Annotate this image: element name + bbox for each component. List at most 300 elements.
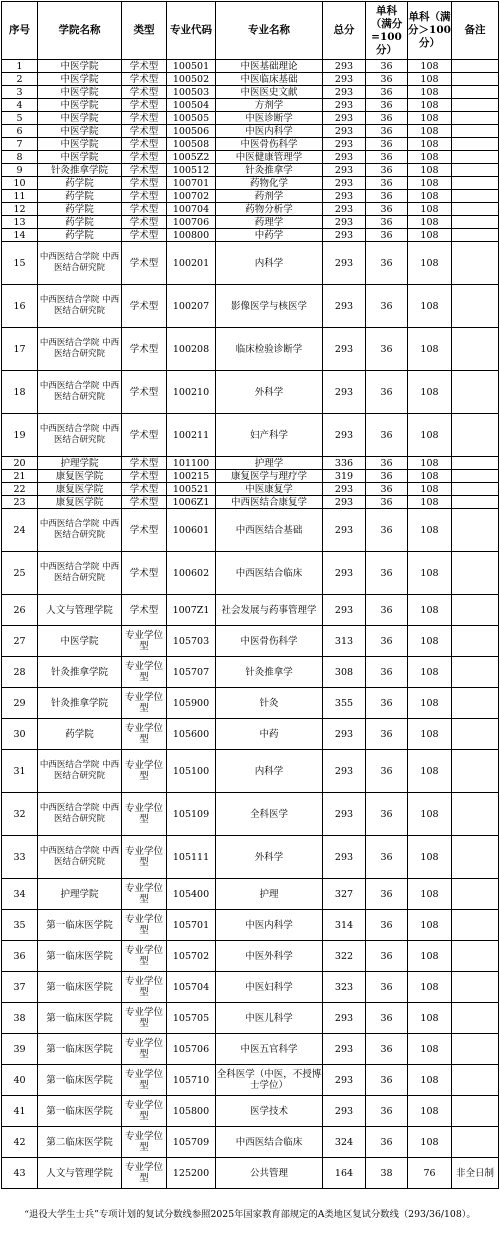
table-cell bbox=[452, 626, 499, 657]
table-cell bbox=[452, 242, 499, 285]
table-row bbox=[2, 657, 499, 688]
table-row bbox=[2, 688, 499, 719]
table-cell: 针灸推拿学院 bbox=[38, 688, 122, 719]
table-cell: 100704 bbox=[167, 203, 216, 216]
table-cell: 36 bbox=[366, 164, 408, 177]
table-cell: 36 bbox=[366, 125, 408, 138]
table-cell: 105709 bbox=[167, 1127, 216, 1158]
table-cell bbox=[452, 73, 499, 86]
table-cell: 108 bbox=[408, 203, 452, 216]
table-cell: 15 bbox=[2, 242, 38, 285]
table-cell: 108 bbox=[408, 552, 452, 595]
table-cell: 293 bbox=[323, 112, 366, 125]
table-cell: 33 bbox=[2, 836, 38, 879]
table-cell: 8 bbox=[2, 151, 38, 164]
table-cell: 293 bbox=[323, 216, 366, 229]
table-cell: 100502 bbox=[167, 73, 216, 86]
table-cell: 125200 bbox=[167, 1158, 216, 1189]
table-cell: 药学院 bbox=[38, 229, 122, 242]
table-cell: 影像医学与核医学 bbox=[216, 285, 323, 328]
table-cell: 108 bbox=[408, 496, 452, 509]
table-cell: 108 bbox=[408, 151, 452, 164]
table-cell: 中西医结合康复学 bbox=[216, 496, 323, 509]
table-cell: 100702 bbox=[167, 190, 216, 203]
table-cell: 针灸推拿学 bbox=[216, 164, 323, 177]
table-row bbox=[2, 190, 499, 203]
table-cell: 36 bbox=[366, 595, 408, 626]
table-cell: 164 bbox=[323, 1158, 366, 1189]
table-row bbox=[2, 371, 499, 414]
table-cell: 108 bbox=[408, 86, 452, 99]
table-cell: 护理学 bbox=[216, 457, 323, 470]
table-cell: 108 bbox=[408, 626, 452, 657]
table-cell: 14 bbox=[2, 229, 38, 242]
table-cell: 36 bbox=[2, 941, 38, 972]
header-row bbox=[2, 2, 499, 60]
table-cell bbox=[452, 657, 499, 688]
table-cell: 108 bbox=[408, 457, 452, 470]
table-cell: 中医内科学 bbox=[216, 125, 323, 138]
table-cell: 36 bbox=[366, 470, 408, 483]
table-cell: 专业学位型 bbox=[122, 626, 167, 657]
table-row bbox=[2, 750, 499, 793]
table-cell: 非全日制 bbox=[452, 1158, 499, 1189]
table-cell bbox=[452, 125, 499, 138]
table-cell: 20 bbox=[2, 457, 38, 470]
table-cell bbox=[452, 112, 499, 125]
table-cell: 108 bbox=[408, 1034, 452, 1065]
table-cell: 108 bbox=[408, 836, 452, 879]
table-cell: 全科医学 bbox=[216, 793, 323, 836]
table-cell: 第一临床医学院 bbox=[38, 1096, 122, 1127]
table-cell: 293 bbox=[323, 1034, 366, 1065]
table-cell: 105100 bbox=[167, 750, 216, 793]
table-cell: 中医学院 bbox=[38, 125, 122, 138]
table-cell: 学术型 bbox=[122, 595, 167, 626]
table-cell: 293 bbox=[323, 371, 366, 414]
table-cell: 100701 bbox=[167, 177, 216, 190]
table-cell: 专业学位型 bbox=[122, 657, 167, 688]
table-cell: 中西医结合临床 bbox=[216, 552, 323, 595]
table-cell: 26 bbox=[2, 595, 38, 626]
table-cell bbox=[452, 138, 499, 151]
table-cell: 17 bbox=[2, 328, 38, 371]
table-cell bbox=[452, 414, 499, 457]
table-cell: 108 bbox=[408, 470, 452, 483]
table-cell: 105900 bbox=[167, 688, 216, 719]
table-cell: 中医医史文献 bbox=[216, 86, 323, 99]
table-row bbox=[2, 112, 499, 125]
table-cell: 108 bbox=[408, 285, 452, 328]
table-row bbox=[2, 151, 499, 164]
table-cell: 105109 bbox=[167, 793, 216, 836]
table-cell: 293 bbox=[323, 229, 366, 242]
table-cell: 293 bbox=[323, 1096, 366, 1127]
table-cell: 293 bbox=[323, 138, 366, 151]
table-cell: 36 bbox=[366, 457, 408, 470]
table-cell: 中西医结合学院 中西医结合研究院 bbox=[38, 552, 122, 595]
table-cell: 中医学院 bbox=[38, 73, 122, 86]
table-cell: 293 bbox=[323, 595, 366, 626]
table-cell: 101100 bbox=[167, 457, 216, 470]
table-cell: 293 bbox=[323, 1065, 366, 1096]
table-cell: 36 bbox=[366, 112, 408, 125]
table-cell: 108 bbox=[408, 688, 452, 719]
table-cell: 中西医结合学院 中西医结合研究院 bbox=[38, 750, 122, 793]
table-cell: 1 bbox=[2, 60, 38, 73]
table-cell: 108 bbox=[408, 879, 452, 910]
table-cell: 100601 bbox=[167, 509, 216, 552]
table-cell: 293 bbox=[323, 552, 366, 595]
table-cell: 19 bbox=[2, 414, 38, 457]
header-cell: 类型 bbox=[122, 2, 167, 60]
table-cell: 108 bbox=[408, 1127, 452, 1158]
table-cell: 学术型 bbox=[122, 285, 167, 328]
table-cell: 外科学 bbox=[216, 371, 323, 414]
table-cell: 32 bbox=[2, 793, 38, 836]
table-cell: 人文与管理学院 bbox=[38, 1158, 122, 1189]
table-cell bbox=[452, 1127, 499, 1158]
table-cell: 药学院 bbox=[38, 190, 122, 203]
table-cell: 41 bbox=[2, 1096, 38, 1127]
table-cell: 308 bbox=[323, 657, 366, 688]
table-row bbox=[2, 793, 499, 836]
table-cell: 36 bbox=[366, 1034, 408, 1065]
table-cell: 38 bbox=[366, 1158, 408, 1189]
table-cell: 36 bbox=[366, 750, 408, 793]
table-cell: 11 bbox=[2, 190, 38, 203]
table-cell: 中医妇科学 bbox=[216, 972, 323, 1003]
table-row bbox=[2, 910, 499, 941]
table-row bbox=[2, 1003, 499, 1034]
table-cell: 中医学院 bbox=[38, 138, 122, 151]
table-cell: 36 bbox=[366, 1127, 408, 1158]
table-cell: 中西医结合学院 中西医结合研究院 bbox=[38, 285, 122, 328]
table-cell: 100800 bbox=[167, 229, 216, 242]
table-cell: 100501 bbox=[167, 60, 216, 73]
table-cell: 36 bbox=[366, 60, 408, 73]
table-cell: 专业学位型 bbox=[122, 910, 167, 941]
table-cell bbox=[452, 190, 499, 203]
table-cell: 第一临床医学院 bbox=[38, 941, 122, 972]
table-cell: 100504 bbox=[167, 99, 216, 112]
table-cell: 中医内科学 bbox=[216, 910, 323, 941]
table-cell: 36 bbox=[366, 73, 408, 86]
table-cell: 30 bbox=[2, 719, 38, 750]
table-cell: 护理学院 bbox=[38, 457, 122, 470]
table-cell: 105800 bbox=[167, 1096, 216, 1127]
header-cell: 单科（满分=100分） bbox=[366, 2, 408, 60]
table-cell: 专业学位型 bbox=[122, 972, 167, 1003]
header-cell: 序号 bbox=[2, 2, 38, 60]
table-cell: 16 bbox=[2, 285, 38, 328]
table-cell: 13 bbox=[2, 216, 38, 229]
table-cell: 108 bbox=[408, 99, 452, 112]
table-cell: 中医外科学 bbox=[216, 941, 323, 972]
table-cell: 108 bbox=[408, 242, 452, 285]
table-cell: 2 bbox=[2, 73, 38, 86]
table-cell: 108 bbox=[408, 595, 452, 626]
table-row bbox=[2, 1127, 499, 1158]
table-cell: 学术型 bbox=[122, 190, 167, 203]
table-cell: 中医学院 bbox=[38, 86, 122, 99]
table-cell: 36 bbox=[366, 86, 408, 99]
table-row bbox=[2, 229, 499, 242]
table-cell: 28 bbox=[2, 657, 38, 688]
table-cell: 中西医结合学院 中西医结合研究院 bbox=[38, 836, 122, 879]
table-cell bbox=[452, 328, 499, 371]
table-cell: 中西医结合临床 bbox=[216, 1127, 323, 1158]
table-cell: 36 bbox=[366, 793, 408, 836]
table-cell: 100521 bbox=[167, 483, 216, 496]
table-row bbox=[2, 73, 499, 86]
table-cell: 36 bbox=[366, 328, 408, 371]
table-cell: 中药学 bbox=[216, 229, 323, 242]
table-cell: 293 bbox=[323, 60, 366, 73]
table-cell: 100208 bbox=[167, 328, 216, 371]
table-cell: 学术型 bbox=[122, 151, 167, 164]
table-cell: 100512 bbox=[167, 164, 216, 177]
table-cell: 中医五官科学 bbox=[216, 1034, 323, 1065]
table-cell bbox=[452, 203, 499, 216]
table-cell: 中医学院 bbox=[38, 60, 122, 73]
table-row bbox=[2, 1158, 499, 1189]
table-cell: 108 bbox=[408, 719, 452, 750]
table-row bbox=[2, 60, 499, 73]
table-cell: 药理学 bbox=[216, 216, 323, 229]
table-cell: 36 bbox=[366, 657, 408, 688]
table-cell: 108 bbox=[408, 750, 452, 793]
table-cell: 学术型 bbox=[122, 125, 167, 138]
table-cell: 327 bbox=[323, 879, 366, 910]
header-cell: 备注 bbox=[452, 2, 499, 60]
table-cell: 社会发展与药事管理学 bbox=[216, 595, 323, 626]
table-cell: 293 bbox=[323, 177, 366, 190]
table-cell: 6 bbox=[2, 125, 38, 138]
table-cell: 108 bbox=[408, 328, 452, 371]
table-cell: 针灸推拿学院 bbox=[38, 164, 122, 177]
table-cell: 康复医学院 bbox=[38, 496, 122, 509]
table-cell bbox=[452, 151, 499, 164]
table-row bbox=[2, 1096, 499, 1127]
table-cell: 1005Z2 bbox=[167, 151, 216, 164]
table-cell: 38 bbox=[2, 1003, 38, 1034]
table-cell bbox=[452, 1096, 499, 1127]
table-cell: 学术型 bbox=[122, 112, 167, 125]
table-cell: 学术型 bbox=[122, 99, 167, 112]
table-cell: 学术型 bbox=[122, 552, 167, 595]
table-cell: 108 bbox=[408, 371, 452, 414]
table-cell: 专业学位型 bbox=[122, 750, 167, 793]
table-cell: 36 bbox=[366, 626, 408, 657]
table-cell: 22 bbox=[2, 483, 38, 496]
table-row bbox=[2, 470, 499, 483]
table-cell bbox=[452, 879, 499, 910]
table-row bbox=[2, 457, 499, 470]
table-cell: 1006Z1 bbox=[167, 496, 216, 509]
table-cell: 36 bbox=[366, 242, 408, 285]
table-cell: 药学院 bbox=[38, 177, 122, 190]
table-cell: 319 bbox=[323, 470, 366, 483]
table-cell: 7 bbox=[2, 138, 38, 151]
table-cell: 43 bbox=[2, 1158, 38, 1189]
table-cell: 36 bbox=[366, 509, 408, 552]
table-cell: 专业学位型 bbox=[122, 1003, 167, 1034]
table-cell: 314 bbox=[323, 910, 366, 941]
table-cell bbox=[452, 216, 499, 229]
table-cell: 108 bbox=[408, 177, 452, 190]
table-cell: 针灸 bbox=[216, 688, 323, 719]
table-row bbox=[2, 879, 499, 910]
table-row bbox=[2, 203, 499, 216]
table-row bbox=[2, 164, 499, 177]
table-cell: 中医儿科学 bbox=[216, 1003, 323, 1034]
table-cell: 21 bbox=[2, 470, 38, 483]
table-cell bbox=[452, 285, 499, 328]
table-cell: 108 bbox=[408, 60, 452, 73]
table-row bbox=[2, 626, 499, 657]
table-cell: 药物分析学 bbox=[216, 203, 323, 216]
table-cell: 108 bbox=[408, 229, 452, 242]
table-cell: 108 bbox=[408, 509, 452, 552]
table-cell: 4 bbox=[2, 99, 38, 112]
table-cell: 108 bbox=[408, 216, 452, 229]
table-cell: 42 bbox=[2, 1127, 38, 1158]
table-cell: 293 bbox=[323, 285, 366, 328]
table-cell: 3 bbox=[2, 86, 38, 99]
table-cell: 105701 bbox=[167, 910, 216, 941]
header-cell: 总分 bbox=[323, 2, 366, 60]
table-cell: 方剂学 bbox=[216, 99, 323, 112]
table-cell: 105600 bbox=[167, 719, 216, 750]
table-cell: 108 bbox=[408, 414, 452, 457]
table-cell: 学术型 bbox=[122, 177, 167, 190]
table-cell: 中医康复学 bbox=[216, 483, 323, 496]
table-cell: 内科学 bbox=[216, 242, 323, 285]
table-cell: 36 bbox=[366, 941, 408, 972]
table-cell: 1007Z1 bbox=[167, 595, 216, 626]
table-cell bbox=[452, 1034, 499, 1065]
table-cell: 外科学 bbox=[216, 836, 323, 879]
table-body bbox=[2, 60, 499, 1189]
table-cell: 中医学院 bbox=[38, 99, 122, 112]
table-cell: 临床检验诊断学 bbox=[216, 328, 323, 371]
table-cell: 105703 bbox=[167, 626, 216, 657]
table-row bbox=[2, 285, 499, 328]
table-cell: 学术型 bbox=[122, 470, 167, 483]
table-cell: 康复医学院 bbox=[38, 470, 122, 483]
table-row bbox=[2, 1065, 499, 1096]
table-cell: 第一临床医学院 bbox=[38, 1065, 122, 1096]
table-row bbox=[2, 1034, 499, 1065]
table-cell: 全科医学（中医，不授博士学位） bbox=[216, 1065, 323, 1096]
table-row bbox=[2, 138, 499, 151]
table-cell: 36 bbox=[366, 229, 408, 242]
table-cell: 10 bbox=[2, 177, 38, 190]
table-cell: 学术型 bbox=[122, 371, 167, 414]
table-cell: 36 bbox=[366, 719, 408, 750]
table-cell: 中西医结合学院 中西医结合研究院 bbox=[38, 328, 122, 371]
table-row bbox=[2, 242, 499, 285]
table-cell: 108 bbox=[408, 1003, 452, 1034]
table-cell: 中西医结合学院 中西医结合研究院 bbox=[38, 793, 122, 836]
table-cell: 公共管理 bbox=[216, 1158, 323, 1189]
table-cell: 学术型 bbox=[122, 73, 167, 86]
header-cell: 单科（满分＞100分） bbox=[408, 2, 452, 60]
table-row bbox=[2, 328, 499, 371]
table-cell: 学术型 bbox=[122, 229, 167, 242]
table-cell: 中医基础理论 bbox=[216, 60, 323, 73]
table-cell: 专业学位型 bbox=[122, 1127, 167, 1158]
table-cell bbox=[452, 595, 499, 626]
table-cell: 康复医学与理疗学 bbox=[216, 470, 323, 483]
table-cell bbox=[452, 86, 499, 99]
table-cell: 40 bbox=[2, 1065, 38, 1096]
table-cell: 100201 bbox=[167, 242, 216, 285]
table-row bbox=[2, 719, 499, 750]
table-cell: 100211 bbox=[167, 414, 216, 457]
table-cell bbox=[452, 972, 499, 1003]
table-cell: 100503 bbox=[167, 86, 216, 99]
table-cell: 108 bbox=[408, 657, 452, 688]
table-cell: 18 bbox=[2, 371, 38, 414]
table-cell: 313 bbox=[323, 626, 366, 657]
table-cell: 第一临床医学院 bbox=[38, 910, 122, 941]
table-cell: 105705 bbox=[167, 1003, 216, 1034]
table-cell: 293 bbox=[323, 719, 366, 750]
score-table bbox=[1, 1, 499, 1189]
table-cell: 36 bbox=[366, 910, 408, 941]
table-cell: 324 bbox=[323, 1127, 366, 1158]
table-cell bbox=[452, 457, 499, 470]
table-cell: 100215 bbox=[167, 470, 216, 483]
table-cell: 学术型 bbox=[122, 483, 167, 496]
table-cell: 36 bbox=[366, 1003, 408, 1034]
table-cell: 105707 bbox=[167, 657, 216, 688]
table-cell: 336 bbox=[323, 457, 366, 470]
table-cell: 专业学位型 bbox=[122, 941, 167, 972]
table-cell bbox=[452, 719, 499, 750]
table-cell: 药物化学 bbox=[216, 177, 323, 190]
table-cell: 36 bbox=[366, 177, 408, 190]
table-cell bbox=[452, 688, 499, 719]
table-cell: 293 bbox=[323, 509, 366, 552]
table-cell: 中西医结合学院 中西医结合研究院 bbox=[38, 371, 122, 414]
table-row bbox=[2, 509, 499, 552]
table-cell: 36 bbox=[366, 203, 408, 216]
table-cell: 内科学 bbox=[216, 750, 323, 793]
table-cell: 学术型 bbox=[122, 457, 167, 470]
table-cell bbox=[452, 793, 499, 836]
table-cell: 学术型 bbox=[122, 60, 167, 73]
table-cell: 35 bbox=[2, 910, 38, 941]
table-cell: 108 bbox=[408, 910, 452, 941]
table-cell: 第一临床医学院 bbox=[38, 1003, 122, 1034]
table-cell: 322 bbox=[323, 941, 366, 972]
table-cell: 学术型 bbox=[122, 328, 167, 371]
table-cell: 323 bbox=[323, 972, 366, 1003]
table-cell bbox=[452, 229, 499, 242]
table-cell: 药剂学 bbox=[216, 190, 323, 203]
table-cell: 108 bbox=[408, 793, 452, 836]
table-cell: 105400 bbox=[167, 879, 216, 910]
table-cell: 药学院 bbox=[38, 719, 122, 750]
table-cell bbox=[452, 941, 499, 972]
table-cell: 108 bbox=[408, 164, 452, 177]
table-cell: 108 bbox=[408, 125, 452, 138]
table-row bbox=[2, 125, 499, 138]
table-cell: 中西医结合学院 中西医结合研究院 bbox=[38, 414, 122, 457]
